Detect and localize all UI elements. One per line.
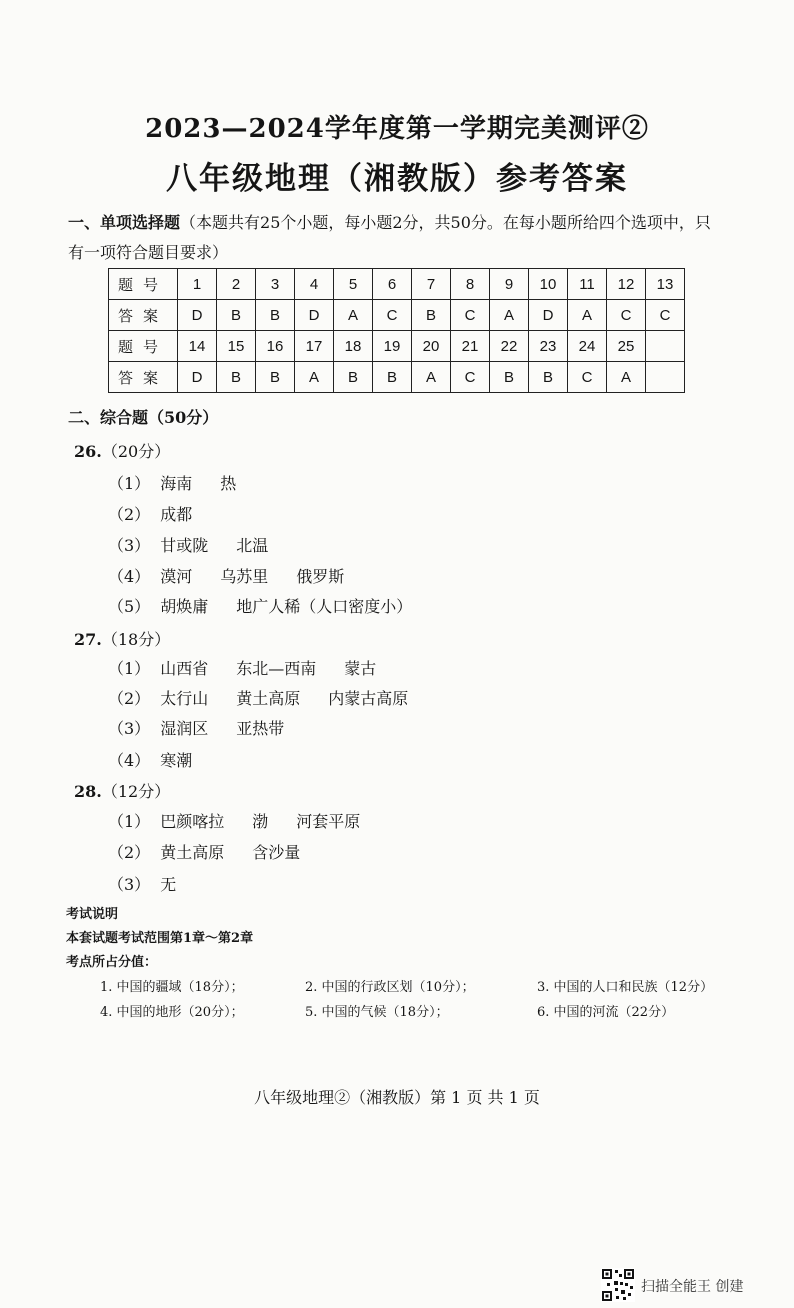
question-number: 16: [256, 331, 295, 362]
answer-part: 亚热带: [236, 719, 285, 738]
answer-part: 寒潮: [160, 751, 193, 770]
answer-item: [108, 471, 264, 494]
item-number: （5）: [108, 597, 151, 616]
question-number: [646, 331, 685, 362]
question-number: 2: [217, 269, 256, 300]
exam-scope: 本套试题考试范围第1章～第2章: [66, 931, 254, 946]
qr-code-icon: [601, 1268, 635, 1302]
answer-part: 湿润区: [160, 719, 209, 738]
question-number: 21: [451, 331, 490, 362]
header-num: 题号: [109, 331, 178, 362]
point-item: 6. 中国的河流（22分）: [537, 1005, 675, 1020]
answer-cell: C: [568, 362, 607, 393]
question-27-heading: [74, 627, 170, 650]
question-score: （20分）: [101, 442, 171, 461]
question-number: 20: [412, 331, 451, 362]
header-ans: 答案: [109, 300, 178, 331]
question-number: 12: [607, 269, 646, 300]
answer-cell: C: [451, 362, 490, 393]
answer-part: 内蒙古高原: [328, 689, 409, 708]
question-number: 26.: [74, 442, 102, 461]
question-number: 22: [490, 331, 529, 362]
section-1-heading: [68, 212, 768, 234]
answer-part: 成都: [160, 505, 193, 524]
item-number: （3）: [108, 719, 151, 738]
answer-cell: B: [256, 300, 295, 331]
answer-part: 漠河: [160, 567, 193, 586]
answer-cell: B: [334, 362, 373, 393]
question-number: 3: [256, 269, 295, 300]
answer-cell: A: [412, 362, 451, 393]
question-number: 10: [529, 269, 568, 300]
answer-cell: B: [490, 362, 529, 393]
answer-part: 东北—西南: [236, 659, 317, 678]
answer-cell: [646, 362, 685, 393]
header-num: 题号: [109, 269, 178, 300]
question-number: 8: [451, 269, 490, 300]
answer-cell: B: [217, 362, 256, 393]
point-item: 5. 中国的气候（18分）；: [305, 1005, 449, 1020]
answer-item: [108, 840, 328, 863]
answer-part: 渤: [252, 812, 269, 831]
item-number: （1）: [108, 474, 151, 493]
question-number: 14: [178, 331, 217, 362]
section-2-label: 二、综合题（50分）: [68, 408, 219, 427]
question-number: 27.: [74, 630, 102, 649]
item-number: （3）: [108, 536, 151, 555]
answer-part: 热: [220, 474, 237, 493]
item-number: （4）: [108, 751, 151, 770]
answer-table: [108, 268, 685, 393]
exam-notes-title: 考试说明: [66, 907, 119, 922]
answer-cell: D: [295, 300, 334, 331]
item-number: （2）: [108, 505, 151, 524]
answer-cell: B: [412, 300, 451, 331]
table-row: [109, 269, 685, 300]
answer-part: 甘或陇: [160, 536, 209, 555]
answer-part: 含沙量: [252, 843, 301, 862]
scanner-label: 扫描全能王 创建: [641, 1279, 744, 1295]
answer-part: 黄土高原: [160, 843, 225, 862]
question-number: 13: [646, 269, 685, 300]
section-1-label: 一、单项选择题: [68, 213, 181, 232]
item-number: （4）: [108, 567, 151, 586]
answer-cell: B: [529, 362, 568, 393]
question-number: 24: [568, 331, 607, 362]
item-number: （1）: [108, 812, 151, 831]
question-number: 7: [412, 269, 451, 300]
question-number: 9: [490, 269, 529, 300]
item-number: （3）: [108, 875, 151, 894]
answer-item: [108, 872, 204, 895]
question-26-heading: [74, 439, 170, 462]
answer-part: 巴颜喀拉: [160, 812, 225, 831]
question-number: 17: [295, 331, 334, 362]
answer-item: [108, 686, 436, 709]
point-item: 2. 中国的行政区划（10分）；: [305, 980, 475, 995]
answer-cell: A: [490, 300, 529, 331]
section-1-desc: （本题共有25个小题，每小题2分，共50分。在每小题所给四个选项中，只: [180, 213, 711, 232]
answer-cell: B: [256, 362, 295, 393]
answer-item: [108, 564, 372, 587]
question-number: 18: [334, 331, 373, 362]
answer-part: 海南: [160, 474, 193, 493]
question-28-heading: [74, 779, 170, 802]
answer-cell: C: [646, 300, 685, 331]
question-number: 5: [334, 269, 373, 300]
answer-part: 河套平原: [296, 812, 361, 831]
answer-part: 无: [160, 875, 177, 894]
table-row: [109, 362, 685, 393]
answer-item: [108, 594, 440, 617]
question-number: 28.: [74, 782, 102, 801]
answer-part: 北温: [236, 536, 269, 555]
header-ans: 答案: [109, 362, 178, 393]
answer-part: 蒙古: [344, 659, 377, 678]
answer-item: [108, 502, 220, 525]
answer-cell: C: [373, 300, 412, 331]
point-item: 1. 中国的疆域（18分）；: [100, 980, 244, 995]
answer-part: 山西省: [160, 659, 209, 678]
answer-cell: C: [451, 300, 490, 331]
question-number: 6: [373, 269, 412, 300]
item-number: （1）: [108, 659, 151, 678]
table-row: [109, 300, 685, 331]
answer-cell: B: [373, 362, 412, 393]
answer-cell: D: [178, 300, 217, 331]
answer-part: 黄土高原: [236, 689, 301, 708]
answer-part: 太行山: [160, 689, 209, 708]
answer-item: [108, 809, 388, 832]
title-line-2: 八年级地理（湘教版）参考答案: [166, 161, 628, 197]
item-number: （2）: [108, 843, 151, 862]
section-2-heading: [68, 407, 218, 429]
section-1-desc-line-2: 有一项符合题目要求）: [68, 243, 229, 262]
answer-cell: A: [334, 300, 373, 331]
answer-part: 俄罗斯: [296, 567, 345, 586]
question-number: 1: [178, 269, 217, 300]
answer-cell: D: [529, 300, 568, 331]
answer-part: 乌苏里: [220, 567, 269, 586]
question-number: 15: [217, 331, 256, 362]
answer-cell: C: [607, 300, 646, 331]
question-number: 11: [568, 269, 607, 300]
question-number: 19: [373, 331, 412, 362]
answer-item: [108, 748, 220, 771]
answer-cell: A: [568, 300, 607, 331]
title-line-1: 2023—2024学年度第一学期完美测评②: [145, 114, 649, 144]
answer-cell: A: [607, 362, 646, 393]
question-score: （18分）: [101, 630, 171, 649]
page-footer: 八年级地理②（湘教版）第 1 页 共 1 页: [254, 1088, 540, 1107]
answer-cell: A: [295, 362, 334, 393]
answer-part: 胡焕庸: [160, 597, 209, 616]
point-item: 3. 中国的人口和民族（12分）: [537, 980, 714, 995]
answer-item: [108, 656, 404, 679]
point-item: 4. 中国的地形（20分）；: [100, 1005, 244, 1020]
question-score: （12分）: [101, 782, 171, 801]
answer-item: [108, 533, 296, 556]
table-row: [109, 331, 685, 362]
answer-cell: B: [217, 300, 256, 331]
question-number: 25: [607, 331, 646, 362]
answer-cell: D: [178, 362, 217, 393]
question-number: 23: [529, 331, 568, 362]
item-number: （2）: [108, 689, 151, 708]
question-number: 4: [295, 269, 334, 300]
answer-part: 地广人稀（人口密度小）: [236, 597, 413, 616]
points-title: 考点所占分值：: [66, 955, 158, 970]
answer-item: [108, 716, 312, 739]
